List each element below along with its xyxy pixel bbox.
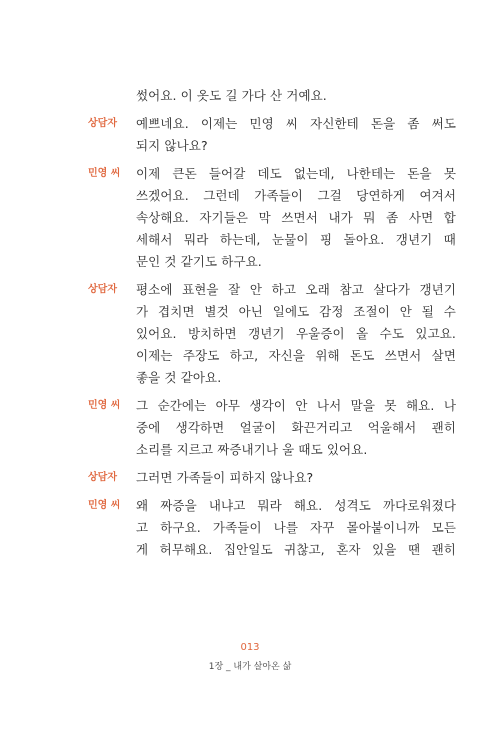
dialogue-line: 좋을 것 같아요. <box>136 370 222 385</box>
dialogue-line: 중에 생각하면 얼굴이 화끈거리고 억울해서 괜히 <box>136 420 456 435</box>
speaker-label: 민영 씨 <box>88 500 121 511</box>
dialogue-line: 그 순간에는 아무 생각이 안 나서 말을 못 해요. 나 <box>136 398 456 413</box>
speaker-label: 민영 씨 <box>88 168 121 179</box>
dialogue-line: 썼어요. 이 옷도 길 가다 산 거예요. <box>136 88 327 103</box>
speaker-label: 상담자 <box>88 284 117 295</box>
speaker-label: 상담자 <box>88 472 117 483</box>
speaker-label: 상담자 <box>88 118 117 129</box>
page-number: 013 <box>240 642 260 653</box>
dialogue-line: 그러면 가족들이 피하지 않나요? <box>136 470 314 485</box>
dialogue-line: 문인 것 같기도 하구요. <box>136 254 262 269</box>
dialogue-line: 게 허무해요. 집안일도 귀찮고, 혼자 있을 땐 괜히 <box>136 542 456 557</box>
dialogue-line: 고 하구요. 가족들이 나를 자꾸 몰아붙이니까 모든 <box>136 520 456 535</box>
dialogue-line: 세해서 뭐라 하는데, 눈물이 핑 돌아요. 갱년기 때 <box>136 232 456 247</box>
dialogue-line: 예쁘네요. 이제는 민영 씨 자신한테 돈을 좀 써도 <box>136 116 456 131</box>
dialogue-line: 쓰겠어요. 그런데 가족들이 그걸 당연하게 여겨서 <box>136 188 456 203</box>
dialogue-line: 이제 큰돈 들어갈 데도 없는데, 나한테는 돈을 못 <box>136 166 456 181</box>
dialogue-line: 평소에 표현을 잘 안 하고 오래 참고 살다가 갱년기 <box>136 282 456 297</box>
speaker-label: 민영 씨 <box>88 400 121 411</box>
chapter-title: 1장 _ 내가 살아온 삶 <box>208 662 292 672</box>
dialogue-line: 있어요. 방치하면 갱년기 우울증이 올 수도 있고요. <box>136 326 456 341</box>
dialogue-line: 왜 짜증을 내냐고 뭐라 해요. 성격도 까다로워졌다 <box>136 498 456 513</box>
dialogue-line: 속상해요. 자기들은 막 쓰면서 내가 뭐 좀 사면 합 <box>136 210 456 225</box>
dialogue-line: 가 겹치면 별것 아닌 일에도 감정 조절이 안 될 수 <box>136 304 456 319</box>
dialogue-line: 이제는 주장도 하고, 자신을 위해 돈도 쓰면서 살면 <box>136 348 456 363</box>
dialogue-line: 되지 않나요? <box>136 138 208 153</box>
dialogue-line: 소리를 지르고 짜증내기나 울 때도 있어요. <box>136 442 368 457</box>
